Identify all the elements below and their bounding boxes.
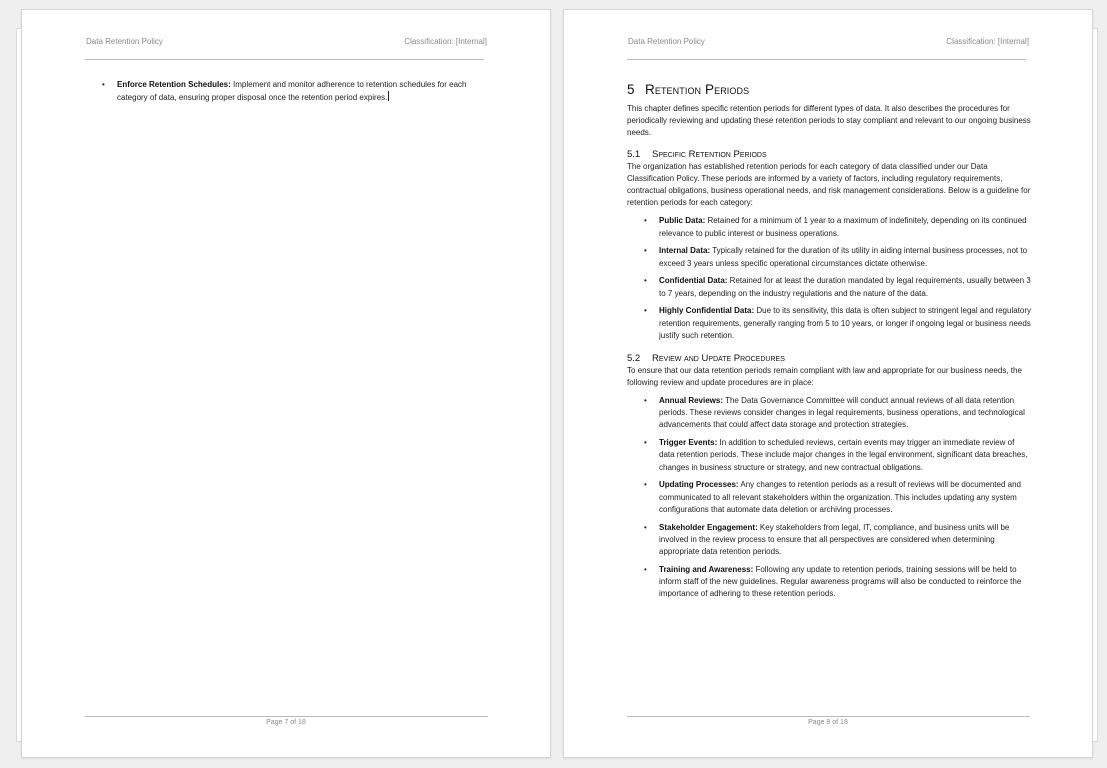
chapter-number: 5: [627, 82, 635, 97]
bullet-icon: •: [644, 438, 647, 448]
chapter-intro: This chapter defines specific retention periods for different types of data. It also describes the procedures for periodically reviewing and updating these retention periods to stay compliant and relevant to our ongoing business needs.: [627, 104, 1031, 138]
bullet-text: Due to its sensitivity, this data is often subject to stringent legal and regulatory retention requirements, generally ranging from 5 to 10 years, or longer if ongoing legal or business needs justify such retention.: [659, 306, 1032, 340]
bullet-text: Following any update to retention periods, training sessions will be held to inform staff of the new guidelines. Regular awareness programs will also be conducted to reinforce the importance of adhering to these retention periods.: [659, 564, 1022, 599]
list-item: [627, 564, 1032, 601]
page-body[interactable]: [85, 79, 490, 110]
header-divider: [627, 59, 1026, 60]
header-classification: Classification: [Internal]: [946, 37, 1029, 46]
bullet-term: Annual Reviews:: [659, 396, 724, 406]
page-7[interactable]: [21, 9, 551, 758]
text-cursor: [388, 91, 389, 101]
list-item: [85, 79, 490, 104]
bullet-text: Any changes to retention periods as a result of reviews will be documented and communicated to all relevant stakeholders within the organization. This includes updating any system configurations that automate data deletion or archiving processes.: [659, 480, 1021, 514]
list-item: [627, 522, 1032, 559]
retention-category-list: [627, 215, 1032, 342]
list-item: [627, 215, 1032, 239]
section-number: 5.1: [627, 148, 641, 160]
header-title: Data Retention Policy: [628, 37, 705, 46]
bullet-text: Retained for a minimum of 1 year to a maximum of indefinitely, depending on its continued relevance to public interest or business operations.: [659, 216, 1027, 238]
section-heading: [627, 149, 1032, 161]
bullet-term: Updating Processes:: [659, 480, 739, 490]
bullet-icon: •: [644, 276, 647, 286]
list-item: [627, 305, 1032, 342]
footer-divider: [85, 716, 488, 717]
list-item: [627, 479, 1032, 516]
page-number: Page 7 of 18: [266, 719, 306, 726]
bullet-term: Stakeholder Engagement:: [659, 522, 758, 532]
section-intro: To ensure that our data retention periods remain compliant with law and appropriate for our business needs, the following review and update procedures are in place:: [627, 365, 1022, 387]
header-divider: [85, 59, 484, 60]
header-title: Data Retention Policy: [86, 37, 163, 46]
bullet-icon: •: [644, 564, 647, 574]
bullet-text: Implement and monitor adherence to retention schedules for each category of data, ensuring proper disposal once the retention period expires.: [117, 80, 467, 103]
bullet-list: [85, 79, 490, 104]
footer-divider: [627, 716, 1030, 717]
section-title: Review and Update Procedures: [652, 352, 785, 364]
review-procedures-list: [627, 395, 1032, 600]
bullet-term: Confidential Data:: [659, 276, 728, 286]
page-8[interactable]: [563, 9, 1093, 758]
section-title: Specific Retention Periods: [652, 148, 767, 160]
bullet-text: In addition to scheduled reviews, certain events may trigger an immediate review of data retention periods. These include major changes in the legal environment, significant data breaches, changes in business structure or strategy, and new contractual obligations.: [659, 438, 1028, 472]
page-header: [627, 36, 1029, 58]
bullet-icon: •: [644, 396, 647, 406]
bullet-text: The Data Governance Committee will conduct annual reviews of all data retention periods. These reviews consider changes in legal requirements, business operations, and technological advancements that could affect data storage and protection strategies.: [659, 396, 1025, 430]
chapter-heading: [627, 81, 1032, 99]
page-number: Page 8 of 18: [808, 719, 848, 726]
bullet-text: Typically retained for the duration of its utility in aiding internal business processes, not to exceed 3 years unless specific operational circumstances dictate otherwise.: [659, 246, 1028, 268]
bullet-term: Enforce Retention Schedules:: [117, 80, 231, 89]
section-heading: [627, 353, 1032, 365]
bullet-term: Trigger Events:: [659, 438, 718, 448]
bullet-icon: •: [644, 480, 647, 490]
list-item: [627, 395, 1032, 432]
page-body[interactable]: [627, 81, 1032, 606]
bullet-term: Public Data:: [659, 216, 706, 226]
bullet-icon: •: [644, 306, 647, 316]
list-item: [627, 275, 1032, 299]
bullet-icon: •: [102, 80, 105, 89]
bullet-text: Key stakeholders from legal, IT, compliance, and business units will be involved in the review process to ensure that all perspectives are considered when determining appropriate data retention periods.: [659, 522, 1010, 557]
bullet-term: Training and Awareness:: [659, 564, 754, 574]
bullet-icon: •: [644, 246, 647, 256]
bullet-term: Highly Confidential Data:: [659, 306, 755, 316]
page-header: [85, 36, 487, 58]
chapter-title: Retention Periods: [645, 82, 750, 97]
bullet-icon: •: [644, 522, 647, 532]
section-intro: The organization has established retention periods for each category of data classified under our Data Classification Policy. These periods are informed by a variety of factors, including regulatory requirements, contractual obligations, business operational needs, and risk management considerations. Below is a guideline for retention periods for each category:: [627, 161, 1031, 208]
bullet-term: Internal Data:: [659, 246, 711, 256]
list-item: [627, 437, 1032, 474]
bullet-icon: •: [644, 216, 647, 226]
section-number: 5.2: [627, 352, 641, 364]
bullet-text: Retained for at least the duration mandated by legal requirements, usually between 3 to 7 years, depending on the industry regulations and the nature of the data.: [659, 276, 1031, 298]
header-classification: Classification: [Internal]: [404, 37, 487, 46]
list-item: [627, 245, 1032, 269]
